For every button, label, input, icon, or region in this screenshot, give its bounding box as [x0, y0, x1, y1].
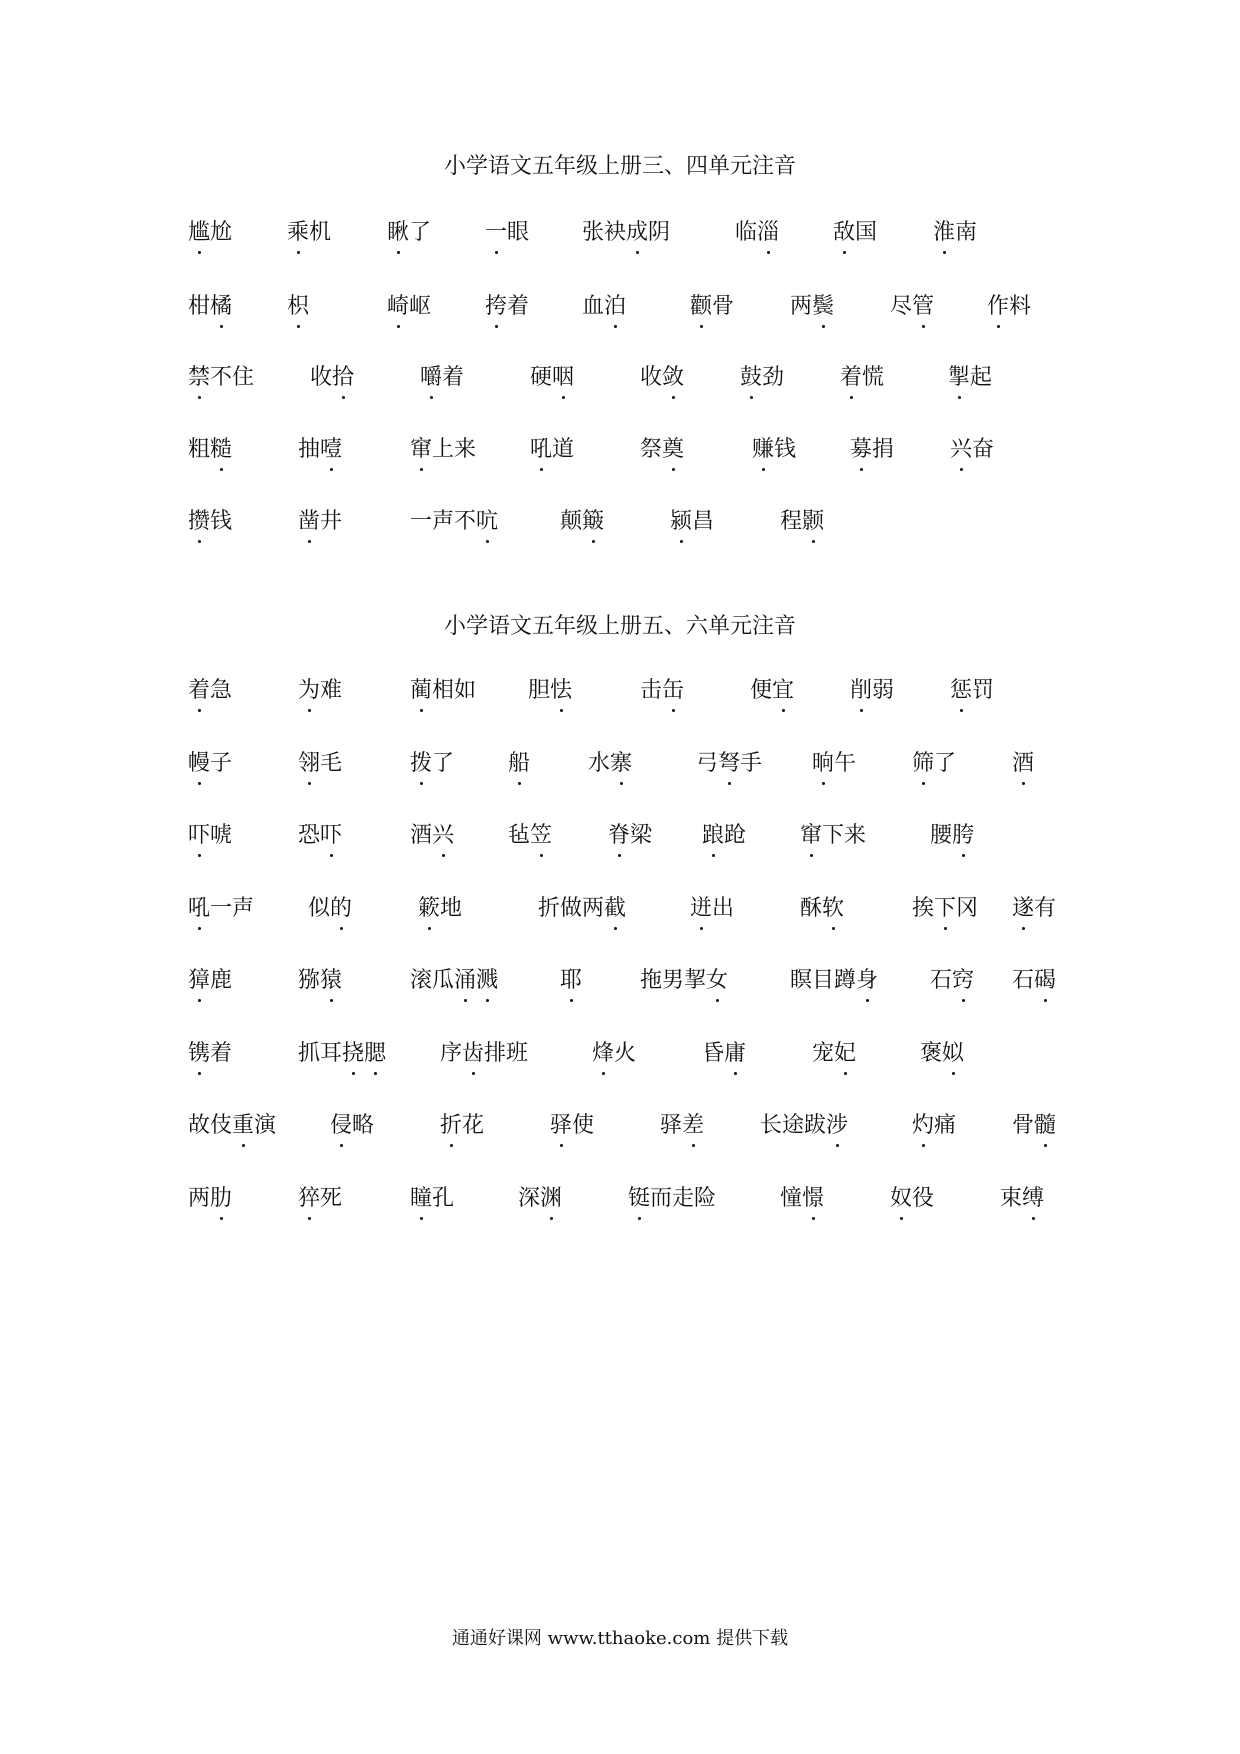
vocab-word: 兴奋: [950, 437, 995, 462]
vocab-word: 驿使: [550, 1113, 595, 1138]
vocab-word: 攒钱: [188, 509, 233, 534]
emphasis-dot: [614, 325, 617, 328]
vocab-word: 抽噎: [298, 437, 343, 462]
emphasis-dot: [962, 854, 965, 857]
emphasis-dot: [922, 782, 925, 785]
emphasis-dot: [700, 325, 703, 328]
word-row: [0, 676, 1240, 716]
emphasis-dot: [767, 251, 770, 254]
vocab-word: 獐鹿: [188, 968, 233, 993]
vocab-word: 血泊: [582, 294, 627, 319]
vocab-word: 宠妃: [812, 1041, 857, 1066]
word-row: [0, 1111, 1240, 1151]
vocab-word: 瞅了: [387, 220, 432, 245]
emphasis-dot: [734, 1072, 737, 1075]
vocab-word: 酒: [1012, 751, 1035, 776]
emphasis-dot: [860, 709, 863, 712]
emphasis-dot: [620, 782, 623, 785]
emphasis-dot: [420, 1217, 423, 1220]
vocab-word: 迸出: [690, 896, 735, 921]
word-row: [0, 821, 1240, 861]
vocab-word: 作料: [987, 294, 1032, 319]
emphasis-dot: [952, 1072, 955, 1075]
vocab-word: 掣起: [948, 365, 993, 390]
emphasis-dot: [958, 396, 961, 399]
emphasis-dot: [308, 782, 311, 785]
vocab-word: 昏庸: [702, 1041, 747, 1066]
emphasis-dot: [960, 468, 963, 471]
vocab-word: 簌地: [418, 896, 463, 921]
emphasis-dot: [1044, 999, 1047, 1002]
emphasis-dot: [672, 396, 675, 399]
emphasis-dot: [560, 1144, 563, 1147]
emphasis-dot: [962, 999, 965, 1002]
vocab-word: 鼓劲: [740, 365, 785, 390]
emphasis-dot: [464, 999, 467, 1002]
vocab-word: 奴役: [890, 1186, 935, 1211]
vocab-word: 一眼: [485, 220, 530, 245]
emphasis-dot: [832, 927, 835, 930]
emphasis-dot: [1044, 1144, 1047, 1147]
emphasis-dot: [822, 325, 825, 328]
emphasis-dot: [518, 782, 521, 785]
emphasis-dot: [812, 540, 815, 543]
vocab-word: 吓唬: [188, 823, 233, 848]
vocab-word: 着慌: [840, 365, 885, 390]
vocab-word: 烽火: [592, 1041, 637, 1066]
emphasis-dot: [198, 1072, 201, 1075]
emphasis-dot: [495, 325, 498, 328]
vocab-word: 折花: [440, 1113, 485, 1138]
emphasis-dot: [330, 468, 333, 471]
emphasis-dot: [420, 709, 423, 712]
vocab-word: 弓弩手: [696, 751, 763, 776]
vocab-word: 硬咽: [530, 365, 575, 390]
emphasis-dot: [198, 540, 201, 543]
vocab-word: 灼痛: [912, 1113, 957, 1138]
vocab-word: 胆怯: [528, 678, 573, 703]
emphasis-dot: [1022, 782, 1025, 785]
vocab-word: 侵略: [330, 1113, 375, 1138]
vocab-word: 猝死: [298, 1186, 343, 1211]
emphasis-dot: [340, 1144, 343, 1147]
vocab-word: 瞑目蹲身: [790, 968, 879, 993]
vocab-word: 故伎重演: [188, 1113, 277, 1138]
vocab-word: 两鬓: [790, 294, 835, 319]
emphasis-dot: [943, 251, 946, 254]
emphasis-dot: [812, 1217, 815, 1220]
vocab-word: 遂有: [1012, 896, 1057, 921]
vocab-word: 酥软: [800, 896, 845, 921]
emphasis-dot: [1032, 1217, 1035, 1220]
emphasis-dot: [900, 1217, 903, 1220]
vocab-word: 耶: [560, 968, 583, 993]
emphasis-dot: [308, 540, 311, 543]
emphasis-dot: [844, 1072, 847, 1075]
vocab-word: 瞳孔: [410, 1186, 455, 1211]
section-title-units-3-4: 小学语文五年级上册三、四单元注音: [443, 154, 796, 179]
emphasis-dot: [297, 325, 300, 328]
vocab-word: 颍昌: [670, 509, 715, 534]
emphasis-dot: [866, 999, 869, 1002]
emphasis-dot: [602, 1072, 605, 1075]
emphasis-dot: [308, 1217, 311, 1220]
emphasis-dot: [944, 927, 947, 930]
emphasis-dot: [198, 251, 201, 254]
vocab-word: 吼道: [530, 437, 575, 462]
vocab-word: 长途跋涉: [760, 1113, 849, 1138]
vocab-word: 折做两截: [538, 896, 627, 921]
footer-credit: 通通好课网 www.tthaoke.com 提供下载: [451, 1628, 789, 1649]
vocab-word: 序齿排班: [440, 1041, 529, 1066]
emphasis-dot: [352, 1072, 355, 1075]
vocab-word: 石碣: [1012, 968, 1057, 993]
emphasis-dot: [672, 468, 675, 471]
emphasis-dot: [198, 854, 201, 857]
emphasis-dot: [220, 1217, 223, 1220]
emphasis-dot: [672, 709, 675, 712]
emphasis-dot: [782, 709, 785, 712]
vocab-word: 嚼着: [420, 365, 465, 390]
vocab-word: 蔺相如: [410, 678, 477, 703]
vocab-word: 程颢: [780, 509, 825, 534]
emphasis-dot: [700, 927, 703, 930]
emphasis-dot: [997, 325, 1000, 328]
emphasis-dot: [308, 709, 311, 712]
vocab-word: 筛了: [912, 751, 957, 776]
vocab-word: 拖男挈女: [640, 968, 729, 993]
vocab-word: 便宜: [750, 678, 795, 703]
emphasis-dot: [860, 468, 863, 471]
emphasis-dot: [592, 540, 595, 543]
vocab-word: 酒兴: [410, 823, 455, 848]
emphasis-dot: [198, 999, 201, 1002]
emphasis-dot: [680, 540, 683, 543]
emphasis-dot: [843, 251, 846, 254]
vocab-word: 镌着: [188, 1041, 233, 1066]
emphasis-dot: [330, 854, 333, 857]
vocab-word: 束缚: [1000, 1186, 1045, 1211]
vocab-word: 水寨: [588, 751, 633, 776]
vocab-word: 尽管: [890, 294, 935, 319]
emphasis-dot: [420, 782, 423, 785]
vocab-word: 晌午: [812, 751, 857, 776]
word-row: [0, 749, 1240, 789]
emphasis-dot: [692, 1144, 695, 1147]
vocab-word: 腰胯: [930, 823, 975, 848]
vocab-word: 枳: [287, 294, 310, 319]
emphasis-dot: [836, 1144, 839, 1147]
vocab-word: 憧憬: [780, 1186, 825, 1211]
vocab-word: 窜下来: [800, 823, 867, 848]
emphasis-dot: [960, 709, 963, 712]
vocab-word: 石窍: [930, 968, 975, 993]
vocab-word: 抓耳挠腮: [298, 1041, 387, 1066]
emphasis-dot: [397, 251, 400, 254]
emphasis-dot: [297, 251, 300, 254]
word-row: [0, 1184, 1240, 1224]
emphasis-dot: [472, 1072, 475, 1075]
vocab-word: 为难: [298, 678, 343, 703]
emphasis-dot: [442, 854, 445, 857]
word-row: [0, 218, 1240, 258]
emphasis-dot: [486, 999, 489, 1002]
vocab-word: 粗糙: [188, 437, 233, 462]
vocab-word: 挨下冈: [912, 896, 979, 921]
emphasis-dot: [198, 709, 201, 712]
emphasis-dot: [614, 927, 617, 930]
vocab-word: 张袂成阴: [582, 220, 671, 245]
vocab-word: 两肋: [188, 1186, 233, 1211]
word-row: [0, 363, 1240, 403]
emphasis-dot: [450, 1144, 453, 1147]
word-row: [0, 894, 1240, 934]
vocab-word: 着急: [188, 678, 233, 703]
emphasis-dot: [540, 468, 543, 471]
vocab-word: 幔子: [188, 751, 233, 776]
vocab-word: 颧骨: [690, 294, 735, 319]
vocab-word: 窜上来: [410, 437, 477, 462]
vocab-word: 募捐: [850, 437, 895, 462]
emphasis-dot: [540, 854, 543, 857]
vocab-word: 铤而走险: [628, 1186, 717, 1211]
emphasis-dot: [1022, 927, 1025, 930]
emphasis-dot: [638, 1217, 641, 1220]
vocab-word: 滚瓜涌溅: [410, 968, 499, 993]
emphasis-dot: [342, 396, 345, 399]
emphasis-dot: [728, 782, 731, 785]
emphasis-dot: [560, 709, 563, 712]
vocab-word: 翎毛: [298, 751, 343, 776]
vocab-word: 淮南: [933, 220, 978, 245]
vocab-word: 惩罚: [950, 678, 995, 703]
vocab-word: 击缶: [640, 678, 685, 703]
vocab-word: 吼一声: [188, 896, 255, 921]
vocab-word: 一声不吭: [410, 509, 499, 534]
vocab-word: 颠簸: [560, 509, 605, 534]
emphasis-dot: [220, 468, 223, 471]
emphasis-dot: [486, 540, 489, 543]
vocab-word: 崎岖: [387, 294, 432, 319]
emphasis-dot: [636, 251, 639, 254]
vocab-word: 收拾: [310, 365, 355, 390]
word-row: [0, 435, 1240, 475]
vocab-word: 乘机: [287, 220, 332, 245]
vocab-word: 敌国: [833, 220, 878, 245]
vocab-word: 脊梁: [608, 823, 653, 848]
vocab-word: 柑橘: [188, 294, 233, 319]
emphasis-dot: [420, 468, 423, 471]
emphasis-dot: [850, 396, 853, 399]
emphasis-dot: [822, 782, 825, 785]
vocab-word: 恐吓: [298, 823, 343, 848]
emphasis-dot: [550, 1217, 553, 1220]
emphasis-dot: [198, 782, 201, 785]
word-row: [0, 966, 1240, 1006]
emphasis-dot: [374, 1072, 377, 1075]
section-title-units-5-6: 小学语文五年级上册五、六单元注音: [443, 614, 796, 639]
vocab-word: 祭奠: [640, 437, 685, 462]
vocab-word: 拨了: [410, 751, 455, 776]
emphasis-dot: [762, 468, 765, 471]
vocab-word: 踉跄: [702, 823, 747, 848]
emphasis-dot: [330, 999, 333, 1002]
word-row: [0, 1039, 1240, 1079]
emphasis-dot: [922, 1144, 925, 1147]
vocab-word: 似的: [308, 896, 353, 921]
emphasis-dot: [922, 325, 925, 328]
vocab-word: 凿井: [298, 509, 343, 534]
emphasis-dot: [618, 854, 621, 857]
emphasis-dot: [570, 999, 573, 1002]
emphasis-dot: [428, 927, 431, 930]
emphasis-dot: [495, 251, 498, 254]
emphasis-dot: [220, 325, 223, 328]
vocab-word: 赚钱: [752, 437, 797, 462]
emphasis-dot: [198, 927, 201, 930]
emphasis-dot: [716, 999, 719, 1002]
emphasis-dot: [340, 927, 343, 930]
emphasis-dot: [198, 396, 201, 399]
emphasis-dot: [750, 396, 753, 399]
emphasis-dot: [712, 854, 715, 857]
vocab-word: 骨髓: [1012, 1113, 1057, 1138]
vocab-word: 尴尬: [188, 220, 233, 245]
vocab-word: 临淄: [735, 220, 780, 245]
emphasis-dot: [810, 854, 813, 857]
vocab-word: 猕猿: [298, 968, 343, 993]
emphasis-dot: [397, 325, 400, 328]
word-row: [0, 292, 1240, 332]
vocab-word: 毡笠: [508, 823, 553, 848]
emphasis-dot: [242, 1144, 245, 1147]
vocab-word: 挎着: [485, 294, 530, 319]
emphasis-dot: [430, 396, 433, 399]
vocab-word: 深渊: [518, 1186, 563, 1211]
word-row: [0, 507, 1240, 547]
vocab-word: 褒姒: [920, 1041, 965, 1066]
vocab-word: 禁不住: [188, 365, 255, 390]
vocab-word: 船: [508, 751, 531, 776]
vocab-word: 驿差: [660, 1113, 705, 1138]
vocab-word: 削弱: [850, 678, 895, 703]
vocab-word: 收敛: [640, 365, 685, 390]
emphasis-dot: [562, 396, 565, 399]
